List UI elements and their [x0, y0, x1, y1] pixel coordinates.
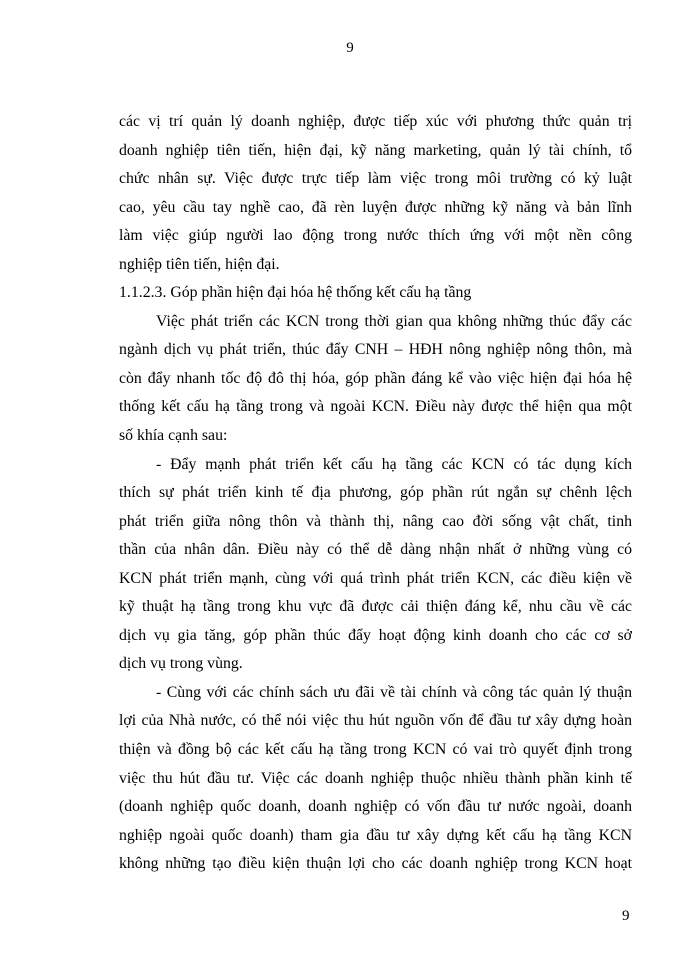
text-line: lợi của Nhà nước, có thể nói việc thu hút nguồn vốn để đầu tư xây dựng hoàn [119, 712, 632, 730]
text-line: - Cùng với các chính sách ưu đãi về tài chính và công tác quản lý thuận [156, 683, 632, 701]
text-line: - Đẩy mạnh phát triển kết cấu hạ tầng các KCN có tác dụng kích [156, 455, 632, 473]
text-line: thống kết cấu hạ tầng trong và ngoài KCN. Điều này được thể hiện qua một [119, 398, 632, 416]
text-line: thiện và đồng bộ các kết cấu hạ tầng trong KCN có vai trò quyết định trong [119, 741, 632, 759]
page-number-top: 9 [346, 40, 354, 56]
text-line: doanh nghiệp tiên tiến, hiện đại, kỹ năng marketing, quản lý tài chính, tổ [119, 141, 632, 159]
page-number-bottom: 9 [622, 908, 630, 924]
paragraph-bullet-2 [119, 679, 632, 879]
text-line: kỹ thuật hạ tầng trong khu vực đã được cải thiện đáng kể, nhu cầu về các [119, 598, 632, 616]
paragraph-intro [119, 308, 632, 451]
text-line: các vị trí quản lý doanh nghiệp, được tiếp xúc với phương thức quản trị [119, 113, 632, 130]
text-line: nghiệp ngoài quốc doanh) tham gia đầu tư xây dựng kết cấu hạ tầng KCN [119, 826, 632, 844]
text-line: ngành dịch vụ phát triển, thúc đẩy CNH – HĐH nông nghiệp nông thôn, mà [119, 341, 632, 359]
paragraph-continued [119, 108, 632, 279]
text-line: chức nhân sự. Việc được trực tiếp làm việc trong môi trường có kỷ luật [119, 170, 632, 188]
text-line: làm việc giúp người lao động trong nước thích ứng với một nền công [119, 227, 632, 245]
text-line: thích sự phát triển kinh tế địa phương, góp phần rút ngắn sự chênh lệch [119, 484, 632, 502]
text-line: phát triển giữa nông thôn và thành thị, nâng cao đời sống vật chất, tinh [119, 512, 632, 530]
paragraph-bullet-1 [119, 451, 632, 679]
section-heading: 1.1.2.3. Góp phần hiện đại hóa hệ thống kết cấu hạ tầng [119, 284, 472, 302]
text-line: nghiệp tiên tiến, hiện đại. [119, 255, 280, 273]
text-line: cao, yêu cầu tay nghề cao, đã rèn luyện được những kỹ năng và bản lĩnh [119, 198, 632, 216]
text-line: dịch vụ trong vùng. [119, 655, 243, 673]
text-line: việc thu hút đầu tư. Việc các doanh nghiệp thuộc nhiều thành phần kinh tế [119, 769, 632, 787]
text-line: Việc phát triển các KCN trong thời gian qua không những thúc đẩy các [156, 312, 632, 330]
text-line: số khía cạnh sau: [119, 427, 228, 445]
text-line: (doanh nghiệp quốc doanh, doanh nghiệp có vốn đầu tư nước ngoài, doanh [119, 798, 632, 816]
text-line: còn đẩy nhanh tốc độ đô thị hóa, góp phần đáng kể vào việc hiện đại hóa hệ [119, 369, 632, 387]
text-line: dịch vụ gia tăng, góp phần thúc đẩy hoạt động kinh doanh cho các cơ sở [119, 626, 632, 644]
text-line: thần của nhân dân. Điều này có thể dễ dàng nhận nhất ở những vùng có [119, 541, 632, 559]
text-line: KCN phát triển mạnh, cùng với quá trình phát triển KCN, các điều kiện về [119, 569, 632, 587]
text-line: không những tạo điều kiện thuận lợi cho các doanh nghiệp trong KCN hoạt [119, 855, 632, 873]
document-body [119, 108, 632, 879]
